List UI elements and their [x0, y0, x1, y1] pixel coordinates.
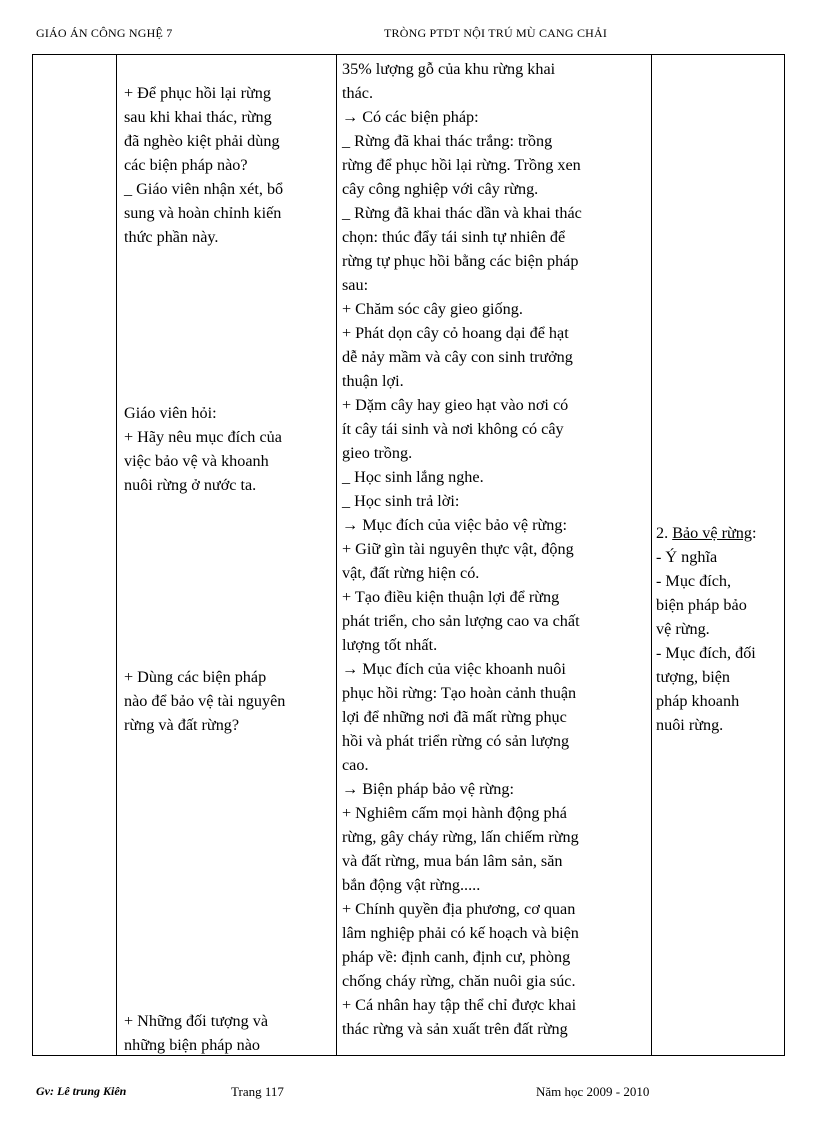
teacher-activity-line: sau khi khai thác, rừng — [124, 108, 272, 126]
content-line: pháp khoanh — [656, 692, 740, 710]
student-activity-line: → Mục đích của việc khoanh nuôi — [342, 660, 566, 678]
content-heading: 2. Bảo vệ rừng: — [656, 524, 757, 542]
student-activity-line: _ Học sinh lắng nghe. — [342, 468, 484, 486]
empty-column — [33, 55, 117, 1056]
content-line: tượng, biện — [656, 668, 730, 686]
student-activity-line: và đất rừng, mua bán lâm sản, săn — [342, 852, 563, 870]
student-activity-line: pháp về: định canh, định cư, phòng — [342, 948, 571, 966]
student-activity-line: + Giữ gìn tài nguyên thực vật, động — [342, 540, 574, 558]
student-activity-line: vật, đất rừng hiện có. — [342, 564, 480, 582]
student-activity-line: gieo trồng. — [342, 444, 413, 462]
content-line: biện pháp bảo — [656, 596, 747, 614]
teacher-activity-line: việc bảo vệ và khoanh — [124, 452, 269, 470]
teacher-activity-line: nào để bảo vệ tài nguyên — [124, 692, 286, 710]
teacher-activity-line: các biện pháp nào? — [124, 156, 248, 174]
teacher-activity-line: + Hãy nêu mục đích của — [124, 428, 282, 446]
student-activity-line: _ Rừng đã khai thác dần và khai thác — [342, 204, 582, 222]
teacher-activity-line: + Những đối tượng và — [124, 1012, 269, 1030]
teacher-activity-line: rừng và đất rừng? — [124, 716, 240, 734]
header-school: TRÒNG PTDT NỘI TRÚ MÙ CANG CHẢI — [384, 26, 608, 40]
teacher-activity-line: những biện pháp nào — [124, 1036, 260, 1054]
student-activity-line: _ Học sinh trả lời: — [342, 492, 460, 510]
student-activity-line: thác. — [342, 84, 374, 102]
teacher-activity-line: sung và hoàn chỉnh kiến — [124, 204, 282, 222]
student-activity-line: thác rừng và sản xuất trên đất rừng — [342, 1020, 568, 1038]
student-activity-line: lượng tốt nhất. — [342, 636, 438, 654]
content-line: vệ rừng. — [656, 620, 710, 638]
student-activity-line: + Chính quyền địa phương, cơ quan — [342, 900, 576, 918]
student-activity-line: cây công nghiệp với cây rừng. — [342, 180, 539, 198]
student-activity-line: → Có các biện pháp: — [342, 108, 479, 126]
student-activity-line: + Nghiêm cấm mọi hành động phá — [342, 804, 567, 822]
student-activity-line: + Phát dọn cây cỏ hoang dại để hạt — [342, 324, 569, 342]
student-activity-line: phát triển, cho sản lượng cao va chất — [342, 612, 580, 630]
footer-author: Gv: Lê trung Kiên — [36, 1084, 127, 1098]
content-line: - Ý nghĩa — [656, 548, 718, 566]
student-activity-column — [337, 55, 652, 1056]
student-activity-line: ít cây tái sinh và nơi không có cây — [342, 420, 564, 438]
student-activity-line: + Tạo điều kiện thuận lợi để rừng — [342, 588, 560, 606]
student-activity-line: phục hồi rừng: Tạo hoàn cảnh thuận — [342, 684, 577, 702]
student-activity-line: cao. — [342, 756, 369, 774]
teacher-activity-line: Giáo viên hỏi: — [124, 404, 217, 422]
content-column — [652, 55, 785, 1056]
student-activity-line: rừng tự phục hồi bằng các biện pháp — [342, 252, 579, 270]
header-subject: GIÁO ÁN CÔNG NGHỆ 7 — [36, 26, 173, 40]
student-activity-line: + Cá nhân hay tập thể chỉ được khai — [342, 996, 577, 1014]
student-activity-line: lâm nghiệp phải có kế hoạch và biện — [342, 924, 579, 942]
student-activity-line: hồi và phát triển rừng có sản lượng — [342, 732, 570, 750]
teacher-activity-line: nuôi rừng ở nước ta. — [124, 476, 257, 494]
teacher-activity-line: _ Giáo viên nhận xét, bổ — [124, 180, 284, 198]
lesson-table — [32, 54, 785, 1056]
student-activity-line: 35% lượng gỗ của khu rừng khai — [342, 60, 556, 78]
teacher-activity-line: thức phần này. — [124, 228, 219, 246]
student-activity-line: dễ nảy mầm và cây con sinh trưởng — [342, 348, 573, 366]
student-activity-line: _ Rừng đã khai thác trắng: trồng — [342, 132, 553, 150]
student-activity-line: lợi để những nơi đã mất rừng phục — [342, 708, 567, 726]
student-activity-line: bắn động vật rừng..... — [342, 876, 481, 894]
teacher-activity-line: + Dùng các biện pháp — [124, 668, 267, 686]
student-activity-line: chọn: thúc đẩy tái sinh tự nhiên để — [342, 228, 566, 246]
content-line: - Mục đích, đối — [656, 644, 756, 662]
footer-school-year: Năm học 2009 - 2010 — [536, 1084, 650, 1099]
student-activity-line: chống cháy rừng, chăn nuôi gia súc. — [342, 972, 576, 990]
footer-page-number: Trang 117 — [231, 1084, 284, 1099]
student-activity-line: → Biện pháp bảo vệ rừng: — [342, 780, 514, 798]
teacher-activity-line: + Để phục hồi lại rừng — [124, 84, 271, 102]
content-line: - Mục đích, — [656, 572, 732, 590]
student-activity-line: rừng để phục hồi lại rừng. Trồng xen — [342, 156, 581, 174]
student-activity-line: rừng, gây cháy rừng, lấn chiếm rừng — [342, 828, 579, 846]
student-activity-line: + Chăm sóc cây gieo giống. — [342, 300, 523, 318]
student-activity-line: sau: — [342, 276, 369, 294]
student-activity-line: + Dặm cây hay gieo hạt vào nơi có — [342, 396, 569, 414]
content-line: nuôi rừng. — [656, 716, 724, 734]
student-activity-line: thuận lợi. — [342, 372, 404, 390]
teacher-activity-column — [117, 55, 337, 1056]
student-activity-line: → Mục đích của việc bảo vệ rừng: — [342, 516, 567, 534]
teacher-activity-line: đã nghèo kiệt phải dùng — [124, 132, 280, 150]
